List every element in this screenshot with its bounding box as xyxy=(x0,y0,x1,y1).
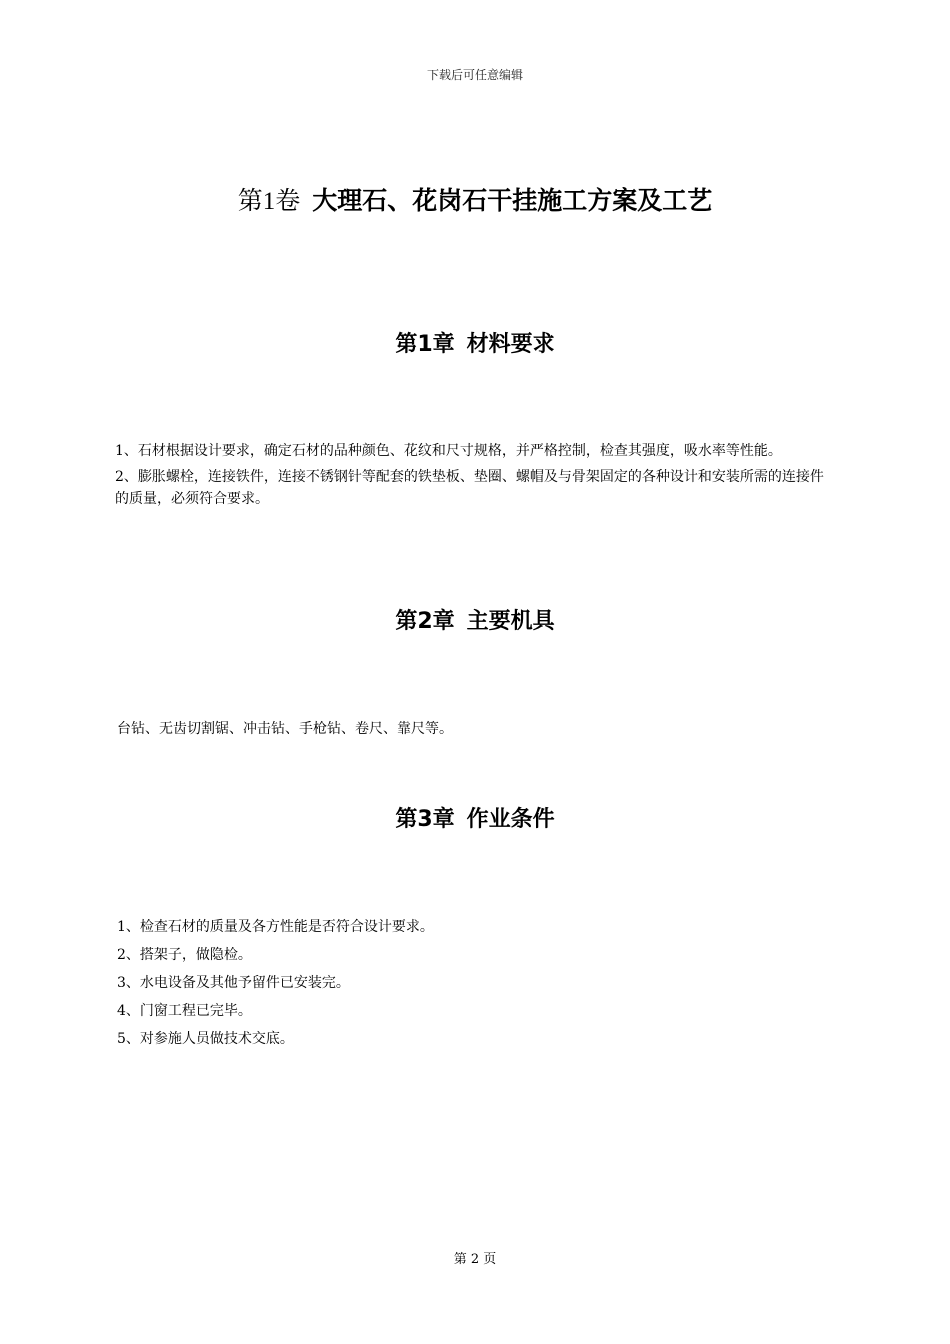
chapter-3-title xyxy=(0,805,950,835)
volume-title xyxy=(0,184,950,219)
chapter-2-body xyxy=(117,718,837,744)
list-item: 2、搭架子，做隐检。 xyxy=(117,947,252,963)
chapter-number: 第1章 xyxy=(395,332,455,357)
chapter-name: 作业条件 xyxy=(466,807,555,832)
chapter-1-title xyxy=(0,330,950,360)
paragraph: 台钻、无齿切割锯、冲击钻、手枪钻、卷尺、靠尺等。 xyxy=(117,721,453,737)
page-number: 第 2 页 xyxy=(453,1252,497,1267)
header-note: 下载后可任意编辑 xyxy=(426,68,523,82)
volume-name: 大理石、花岗石干挂施工方案及工艺 xyxy=(312,186,713,215)
chapter-3-list xyxy=(117,913,837,1053)
chapter-name: 材料要求 xyxy=(466,332,555,357)
chapter-1-body xyxy=(115,440,835,514)
chapter-number: 第2章 xyxy=(395,609,455,634)
chapter-2-title xyxy=(0,607,950,637)
paragraph: 2、膨胀螺栓，连接铁件，连接不锈钢针等配套的铁垫板、垫圈、螺帽及与骨架固定的各种设计和安装所需的连接件的质量，必须符合要求。 xyxy=(115,469,824,507)
paragraph: 1、石材根据设计要求，确定石材的品种颜色、花纹和尺寸规格，并严格控制，检查其强度，吸水率等性能。 xyxy=(115,443,782,459)
list-item: 1、检查石材的质量及各方性能是否符合设计要求。 xyxy=(117,919,434,935)
list-item: 3、水电设备及其他予留件已安装完。 xyxy=(117,975,350,991)
list-item: 4、门窗工程已完毕。 xyxy=(117,1003,252,1019)
list-item: 5、对参施人员做技术交底。 xyxy=(117,1031,294,1047)
chapter-number: 第3章 xyxy=(395,807,455,832)
volume-number: 第1卷 xyxy=(237,188,301,215)
chapter-name: 主要机具 xyxy=(466,609,555,634)
